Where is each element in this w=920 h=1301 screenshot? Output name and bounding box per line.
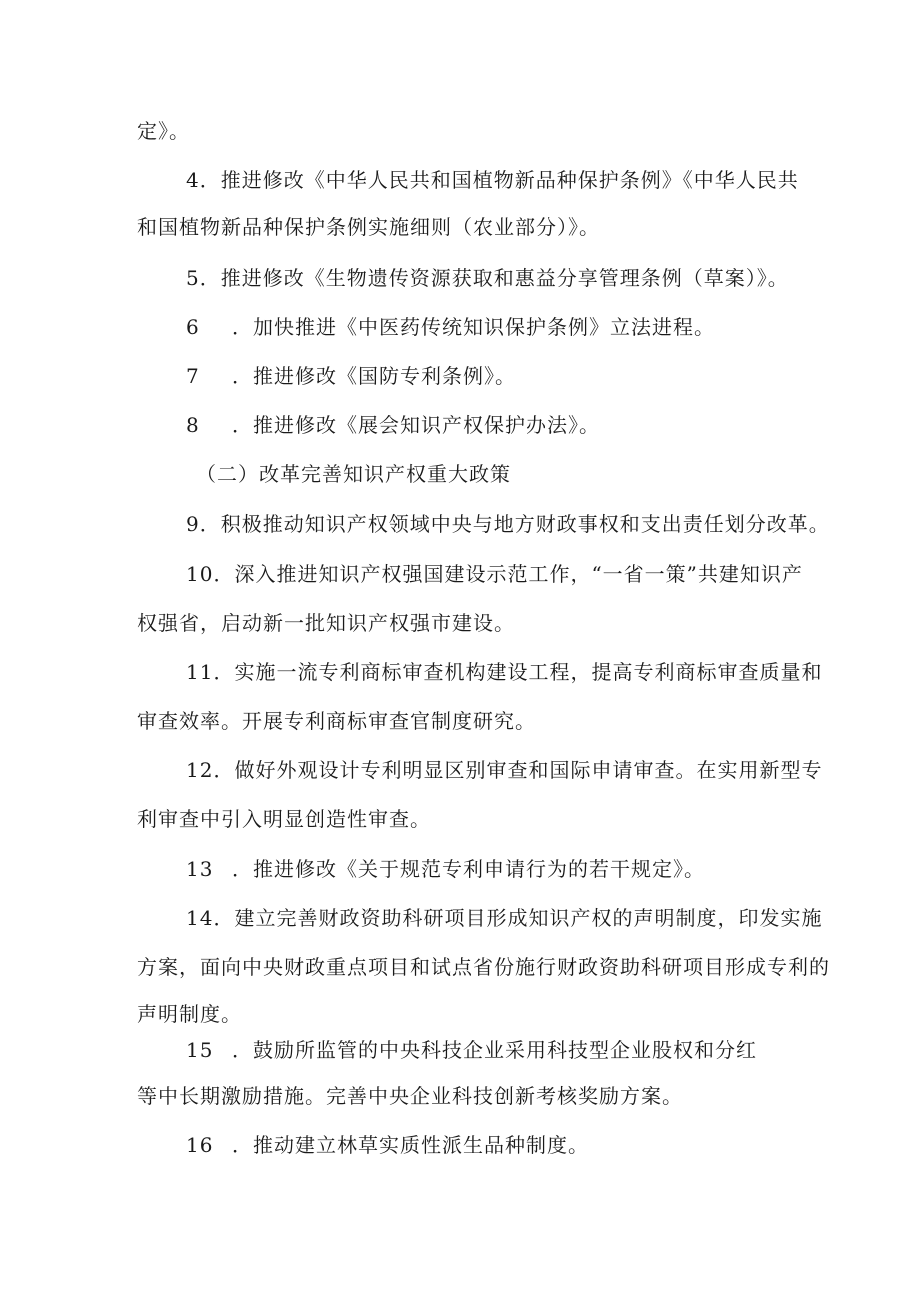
list-text: ．推动建立林草实质性派生品种制度。 (232, 1133, 589, 1157)
list-item-5: 5．推进修改《生物遗传资源获取和惠益分享管理条例（草案）》。 (186, 266, 789, 290)
list-item-11-line-2: 审查效率。开展专利商标审查官制度研究。 (137, 709, 536, 733)
list-item-10-line-2: 权强省，启动新一批知识产权强市建设。 (137, 611, 515, 635)
list-text: ．推进修改《关于规范专利申请行为的若干规定》。 (232, 857, 705, 881)
list-item-13 (186, 855, 886, 883)
list-item-14-line-3: 声明制度。 (137, 1002, 242, 1026)
list-text: ．推进修改《展会知识产权保护办法》。 (232, 413, 600, 437)
list-text: ．推进修改《国防专利条例》。 (232, 364, 516, 388)
list-item-14-line-2: 方案，面向中央财政重点项目和试点省份施行财政资助科研项目形成专利的 (137, 955, 830, 979)
text-line: 定》。 (137, 119, 190, 143)
list-item-8 (186, 411, 886, 439)
list-item-14-line-1: 14．建立完善财政资助科研项目形成知识产权的声明制度，印发实施 (186, 906, 823, 930)
list-item-6 (186, 313, 886, 341)
list-item-10-line-1: 10．深入推进知识产权强国建设示范工作，“一省一策”共建知识产 (186, 562, 803, 586)
list-number: 6 (186, 315, 200, 339)
list-item-12-line-1: 12．做好外观设计专利明显区别审查和国际申请审查。在实用新型专 (186, 758, 823, 782)
list-text: ．鼓励所监管的中央科技企业采用科技型企业股权和分红 (232, 1038, 757, 1062)
list-item-15-line-2: 等中长期激励措施。完善中央企业科技创新考核奖励方案。 (137, 1084, 683, 1108)
list-item-4-line-1: 4．推进修改《中华人民共和国植物新品种保护条例》《中华人民共 (186, 168, 799, 192)
list-item-15-line-1 (186, 1036, 886, 1064)
list-number: 16 (186, 1133, 214, 1157)
list-item-12-line-2: 利审查中引入明显创造性审查。 (137, 807, 431, 831)
list-item-7 (186, 362, 886, 390)
list-number: 15 (186, 1038, 214, 1062)
list-item-11-line-1: 11．实施一流专利商标审查机构建设工程，提高专利商标审查质量和 (186, 660, 823, 684)
section-heading: （二）改革完善知识产权重大政策 (196, 462, 511, 486)
list-item-16 (186, 1131, 886, 1159)
list-number: 13 (186, 857, 214, 881)
list-item-4-line-2: 和国植物新品种保护条例实施细则（农业部分）》。 (137, 215, 600, 239)
list-number: 7 (186, 364, 200, 388)
list-number: 8 (186, 413, 200, 437)
list-text: ．加快推进《中医药传统知识保护条例》立法进程。 (232, 315, 715, 339)
list-item-9: 9．积极推动知识产权领域中央与地方财政事权和支出责任划分改革。 (186, 512, 830, 536)
